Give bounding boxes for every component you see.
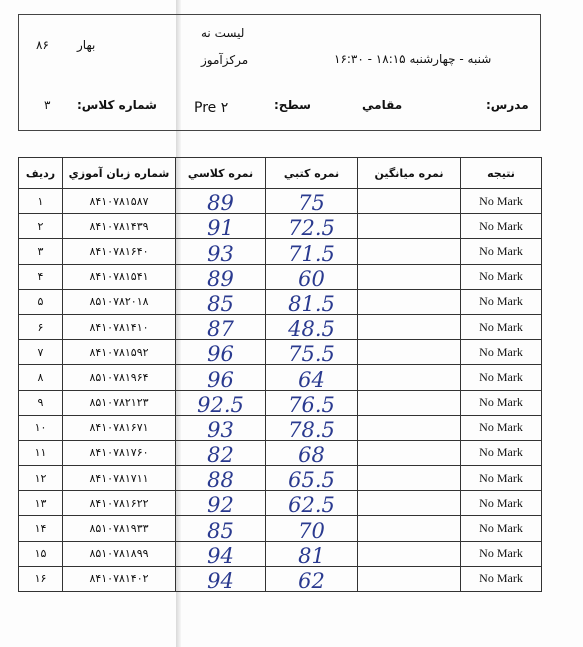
table-row xyxy=(19,189,542,214)
average-grade-cell xyxy=(358,239,461,264)
class-number-value: ۳ xyxy=(44,98,51,112)
student-id-cell: ۸۴۱۰۷۸۱۵۸۷ xyxy=(63,189,176,214)
written-grade-cell: 68 xyxy=(266,440,358,465)
table-row xyxy=(19,314,542,339)
written-grade-cell: 81.5 xyxy=(266,289,358,314)
result-cell: No Mark xyxy=(461,440,542,465)
row-number-cell: ۷ xyxy=(19,340,63,365)
average-grade-cell xyxy=(358,264,461,289)
result-cell: No Mark xyxy=(461,189,542,214)
student-id-cell: ۸۴۱۰۷۸۱۶۷۱ xyxy=(63,415,176,440)
row-number-cell: ۴ xyxy=(19,264,63,289)
row-number-cell: ۱۵ xyxy=(19,541,63,566)
result-cell: No Mark xyxy=(461,491,542,516)
row-number-cell: ۲ xyxy=(19,214,63,239)
class-grade-cell: 87 xyxy=(176,314,266,339)
result-cell: No Mark xyxy=(461,214,542,239)
student-id-cell: ۸۴۱۰۷۸۱۴۳۹ xyxy=(63,214,176,239)
result-cell: No Mark xyxy=(461,466,542,491)
season-number: ۸۶ xyxy=(36,38,49,52)
table-row xyxy=(19,264,542,289)
season-label: بهار xyxy=(77,38,96,52)
table-row xyxy=(19,516,542,541)
center-name: مرکزآموز xyxy=(201,53,249,67)
written-grade-cell: 81 xyxy=(266,541,358,566)
written-grade-cell: 48.5 xyxy=(266,314,358,339)
grades-table xyxy=(18,157,542,592)
row-number-cell: ۵ xyxy=(19,289,63,314)
class-grade-cell: 96 xyxy=(176,365,266,390)
row-number-cell: ۱۲ xyxy=(19,466,63,491)
average-grade-cell xyxy=(358,365,461,390)
table-row xyxy=(19,541,542,566)
student-id-cell: ۸۴۱۰۷۸۱۴۱۰ xyxy=(63,314,176,339)
document-title: لیست نه xyxy=(201,26,245,40)
average-grade-cell xyxy=(358,214,461,239)
average-grade-cell xyxy=(358,390,461,415)
average-grade-cell xyxy=(358,189,461,214)
result-cell: No Mark xyxy=(461,340,542,365)
class-grade-cell: 92.5 xyxy=(176,390,266,415)
row-number-cell: ۱۰ xyxy=(19,415,63,440)
row-number-cell: ۳ xyxy=(19,239,63,264)
class-grade-cell: 94 xyxy=(176,566,266,591)
average-grade-cell xyxy=(358,491,461,516)
table-row xyxy=(19,415,542,440)
student-id-cell: ۸۵۱۰۷۸۲۰۱۸ xyxy=(63,289,176,314)
written-grade-cell: 62.5 xyxy=(266,491,358,516)
row-number-cell: ۶ xyxy=(19,314,63,339)
average-grade-cell xyxy=(358,566,461,591)
result-cell: No Mark xyxy=(461,314,542,339)
class-grade-cell: 92 xyxy=(176,491,266,516)
table-row xyxy=(19,466,542,491)
student-id-cell: ۸۴۱۰۷۸۱۶۲۲ xyxy=(63,491,176,516)
class-grade-cell: 91 xyxy=(176,214,266,239)
result-cell: No Mark xyxy=(461,415,542,440)
class-grade-cell: 89 xyxy=(176,264,266,289)
table-row xyxy=(19,440,542,465)
class-number-label: شماره کلاس: xyxy=(77,98,157,112)
written-grade-cell: 71.5 xyxy=(266,239,358,264)
result-cell: No Mark xyxy=(461,289,542,314)
student-id-cell: ۸۴۱۰۷۸۱۷۱۱ xyxy=(63,466,176,491)
level-value: Pre ۲ xyxy=(194,100,229,116)
student-id-cell: ۸۵۱۰۷۸۱۹۶۴ xyxy=(63,365,176,390)
table-row xyxy=(19,365,542,390)
written-grade-cell: 75 xyxy=(266,189,358,214)
written-grade-cell: 62 xyxy=(266,566,358,591)
col-header-student-id: شماره زبان آموزي xyxy=(63,158,176,189)
class-grade-cell: 93 xyxy=(176,239,266,264)
written-grade-cell: 75.5 xyxy=(266,340,358,365)
student-id-cell: ۸۴۱۰۷۸۱۵۹۲ xyxy=(63,340,176,365)
written-grade-cell: 72.5 xyxy=(266,214,358,239)
result-cell: No Mark xyxy=(461,264,542,289)
row-number-cell: ۱ xyxy=(19,189,63,214)
teacher-name: مقامي xyxy=(362,98,403,112)
student-id-cell: ۸۴۱۰۷۸۱۵۴۱ xyxy=(63,264,176,289)
class-grade-cell: 93 xyxy=(176,415,266,440)
average-grade-cell xyxy=(358,516,461,541)
table-row xyxy=(19,214,542,239)
class-grade-cell: 85 xyxy=(176,516,266,541)
student-id-cell: ۸۵۱۰۷۸۲۱۲۳ xyxy=(63,390,176,415)
col-header-written-grade: نمره كتبي xyxy=(266,158,358,189)
written-grade-cell: 70 xyxy=(266,516,358,541)
written-grade-cell: 60 xyxy=(266,264,358,289)
row-number-cell: ۹ xyxy=(19,390,63,415)
student-id-cell: ۸۴۱۰۷۸۱۴۰۲ xyxy=(63,566,176,591)
written-grade-cell: 64 xyxy=(266,365,358,390)
result-cell: No Mark xyxy=(461,566,542,591)
class-grade-cell: 85 xyxy=(176,289,266,314)
header-box xyxy=(18,14,541,131)
result-cell: No Mark xyxy=(461,365,542,390)
student-id-cell: ۸۴۱۰۷۸۱۷۶۰ xyxy=(63,440,176,465)
student-id-cell: ۸۵۱۰۷۸۱۹۳۳ xyxy=(63,516,176,541)
col-header-class-grade: نمره كلاسي xyxy=(176,158,266,189)
average-grade-cell xyxy=(358,289,461,314)
result-cell: No Mark xyxy=(461,541,542,566)
grades-table-body xyxy=(19,189,542,592)
written-grade-cell: 65.5 xyxy=(266,466,358,491)
table-header-row xyxy=(19,158,542,189)
average-grade-cell xyxy=(358,314,461,339)
table-row xyxy=(19,491,542,516)
result-cell: No Mark xyxy=(461,390,542,415)
average-grade-cell xyxy=(358,340,461,365)
schedule-text: شنبه - چهارشنبه ۱۸:۱۵ - ۱۶:۳۰ xyxy=(334,52,492,66)
result-cell: No Mark xyxy=(461,516,542,541)
class-grade-cell: 88 xyxy=(176,466,266,491)
student-id-cell: ۸۵۱۰۷۸۱۸۹۹ xyxy=(63,541,176,566)
result-cell: No Mark xyxy=(461,239,542,264)
written-grade-cell: 78.5 xyxy=(266,415,358,440)
col-header-average-grade: نمره ميانگين xyxy=(358,158,461,189)
row-number-cell: ۱۴ xyxy=(19,516,63,541)
table-row xyxy=(19,340,542,365)
table-row xyxy=(19,566,542,591)
col-header-result: نتيجه xyxy=(461,158,542,189)
average-grade-cell xyxy=(358,541,461,566)
level-label: سطح: xyxy=(274,98,311,112)
average-grade-cell xyxy=(358,415,461,440)
row-number-cell: ۸ xyxy=(19,365,63,390)
table-row xyxy=(19,390,542,415)
table-row xyxy=(19,289,542,314)
class-grade-cell: 96 xyxy=(176,340,266,365)
col-header-row-number: رديف xyxy=(19,158,63,189)
row-number-cell: ۱۶ xyxy=(19,566,63,591)
written-grade-cell: 76.5 xyxy=(266,390,358,415)
teacher-label: مدرس: xyxy=(486,98,529,112)
class-grade-cell: 82 xyxy=(176,440,266,465)
class-grade-cell: 94 xyxy=(176,541,266,566)
row-number-cell: ۱۱ xyxy=(19,440,63,465)
average-grade-cell xyxy=(358,466,461,491)
average-grade-cell xyxy=(358,440,461,465)
student-id-cell: ۸۴۱۰۷۸۱۶۴۰ xyxy=(63,239,176,264)
row-number-cell: ۱۳ xyxy=(19,491,63,516)
table-row xyxy=(19,239,542,264)
class-grade-cell: 89 xyxy=(176,189,266,214)
